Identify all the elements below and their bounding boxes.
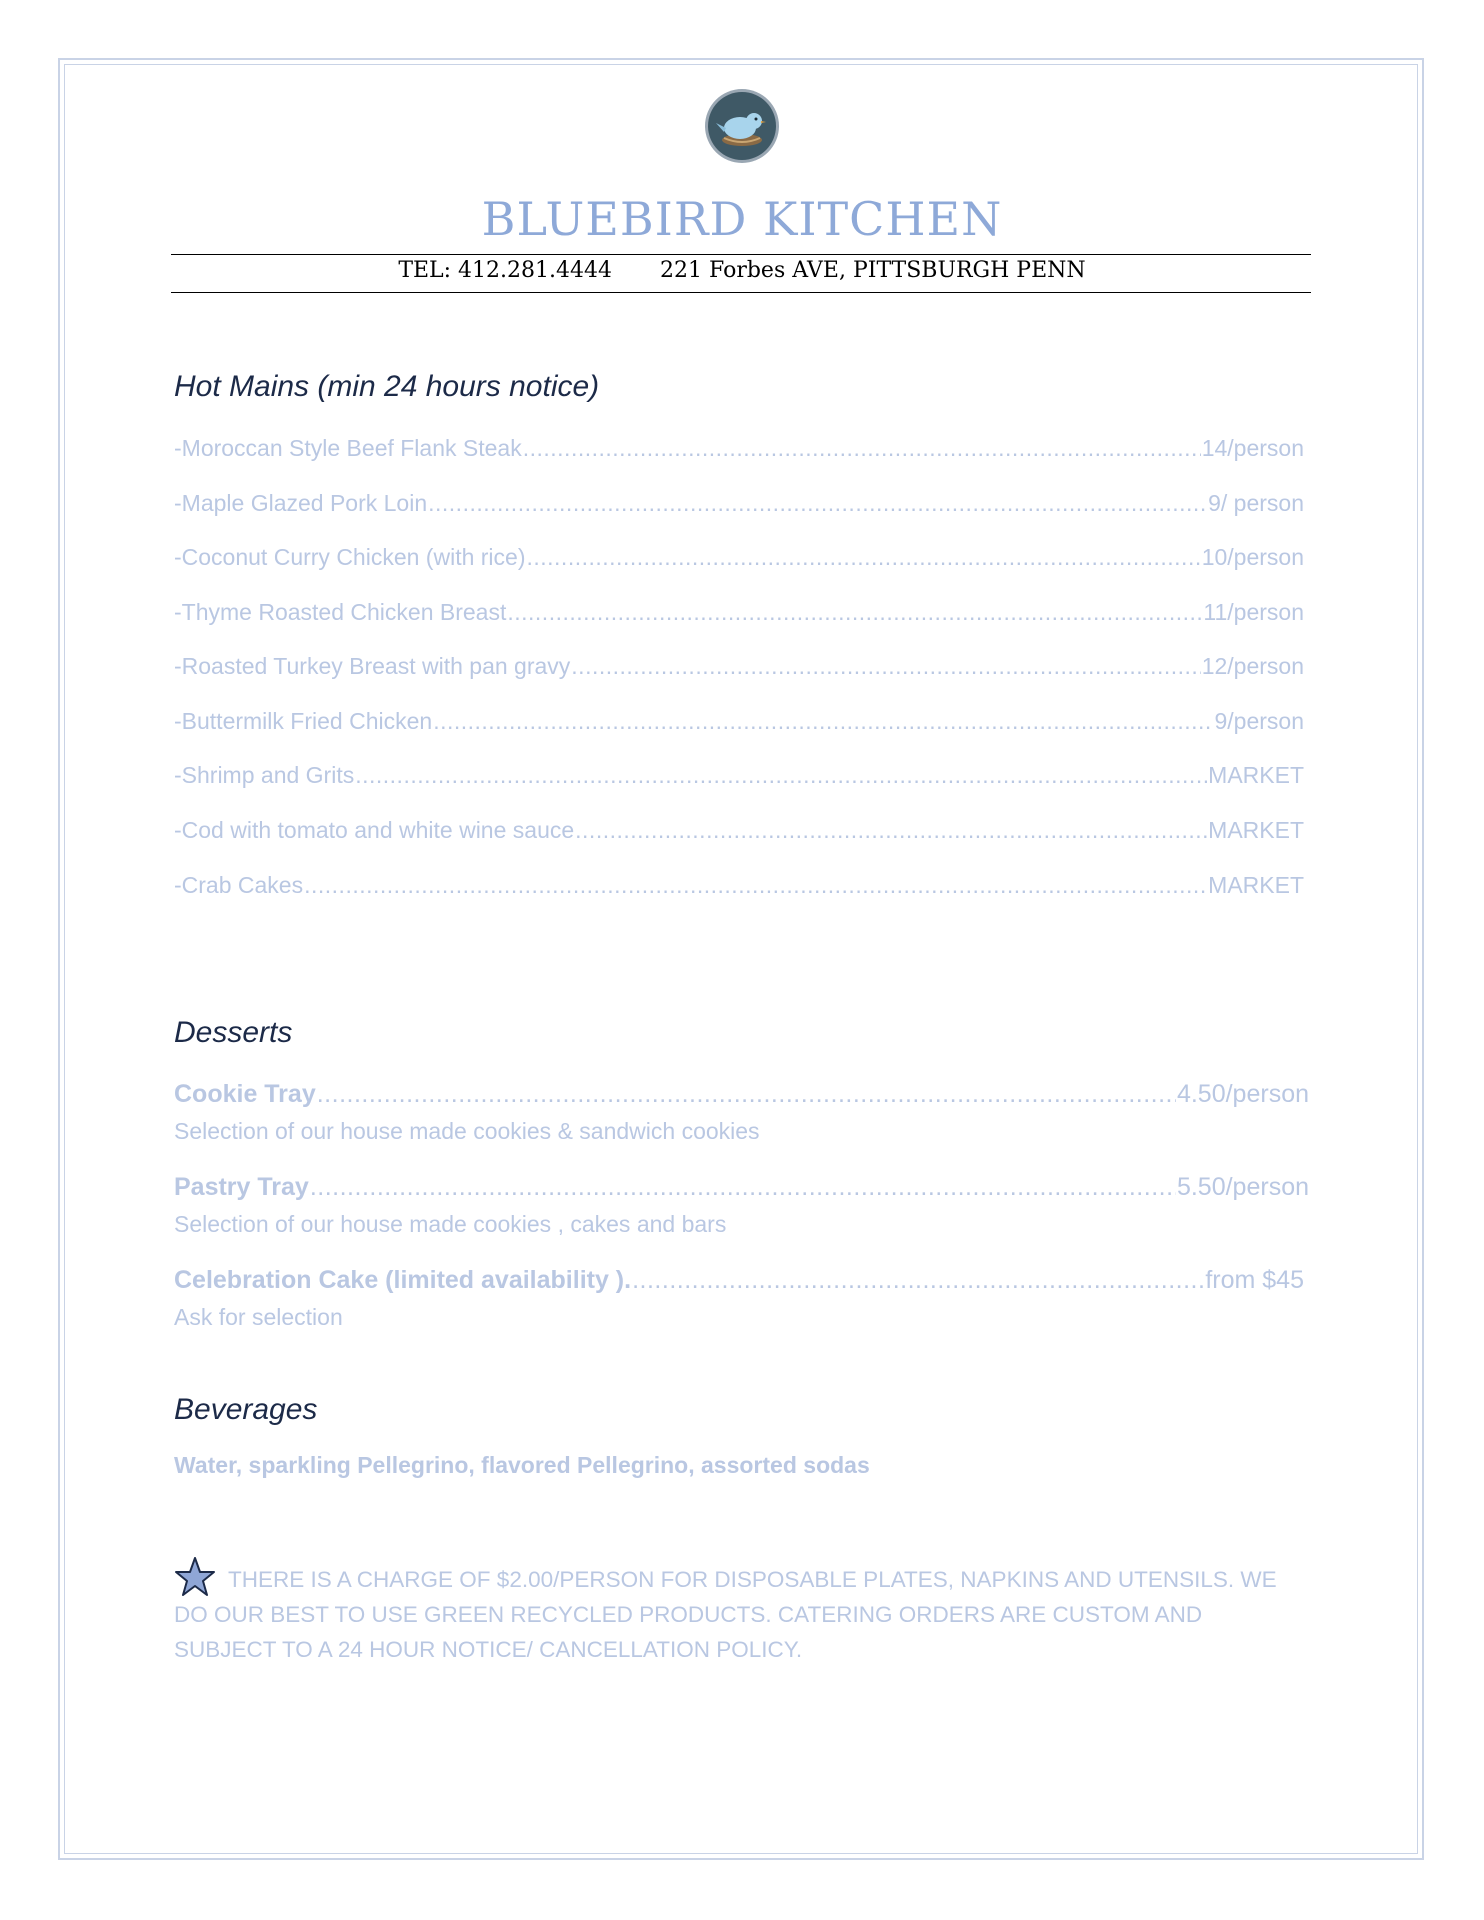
- dessert-price: from $45: [1205, 1266, 1304, 1294]
- menu-item-price: 11/person: [1203, 599, 1304, 625]
- desserts-heading: Desserts: [174, 1016, 293, 1049]
- beverages-list: Water, sparkling Pellegrino, flavored Pellegrino, assorted sodas: [174, 1452, 870, 1478]
- dessert-description: Ask for selection: [174, 1304, 343, 1330]
- restaurant-name: BLUEBIRD KITCHEN: [481, 192, 1003, 246]
- dessert-item: [174, 1266, 1304, 1294]
- dessert-item: [174, 1080, 1309, 1108]
- menu-item-name: -Coconut Curry Chicken (with rice): [174, 544, 526, 570]
- hot-mains-heading: Hot Mains (min 24 hours notice): [174, 370, 600, 403]
- menu-item: [174, 598, 1304, 626]
- contact-line: [0, 258, 1484, 283]
- menu-item-name: -Thyme Roasted Chicken Breast: [174, 599, 507, 625]
- beverages-heading: Beverages: [174, 1393, 318, 1426]
- menu-item-price: 14/person: [1201, 435, 1304, 461]
- disposables-notice: THERE IS A CHARGE OF $2.00/PERSON FOR DISPOSABLE PLATES, NAPKINS AND UTENSILS. WE DO OUR BEST TO USE GREEN RECYCLED PRODUCTS. CATERING ORDERS ARE CUSTOM AND SUBJECT TO A 24 HOUR NOTICE/ CANCELLATION POLICY.: [174, 1567, 1277, 1662]
- menu-item: [174, 543, 1304, 571]
- menu-item: [174, 489, 1304, 517]
- menu-item-name: -Moroccan Style Beef Flank Steak: [174, 435, 522, 461]
- menu-item-name: -Maple Glazed Pork Loin: [174, 490, 428, 516]
- dessert-name: Pastry Tray: [174, 1173, 309, 1201]
- menu-item-price: MARKET: [1208, 817, 1304, 843]
- menu-item-price: 9/person: [1214, 708, 1304, 734]
- phone-number: TEL: 412.281.4444: [398, 258, 613, 283]
- menu-item-price: MARKET: [1208, 762, 1304, 788]
- address: 221 Forbes AVE, PITTSBURGH PENN: [660, 258, 1086, 283]
- dessert-name: Cookie Tray: [174, 1080, 316, 1108]
- dessert-description: Selection of our house made cookies , cakes and bars: [174, 1211, 727, 1237]
- menu-item-name: -Shrimp and Grits: [174, 762, 355, 788]
- menu-item-name: -Crab Cakes: [174, 872, 304, 898]
- menu-item: [174, 871, 1304, 899]
- menu-item: [174, 707, 1304, 735]
- dessert-name: Celebration Cake (limited availability ).: [174, 1266, 632, 1294]
- menu-item-price: 12/person: [1201, 653, 1304, 679]
- menu-item: [174, 652, 1304, 680]
- menu-item-price: 10/person: [1201, 544, 1304, 570]
- bluebird-in-nest-icon: [704, 88, 780, 164]
- menu-item: [174, 761, 1304, 789]
- menu-item-name: -Roasted Turkey Breast with pan gravy: [174, 653, 571, 679]
- menu-item-price: MARKET: [1208, 872, 1304, 898]
- header-rule-top: [171, 254, 1311, 255]
- dessert-price: 5.50/person: [1176, 1173, 1309, 1201]
- menu-item-name: -Cod with tomato and white wine sauce: [174, 817, 575, 843]
- menu-item: [174, 434, 1304, 462]
- menu-item-price: 9/ person: [1208, 490, 1304, 516]
- dessert-item: [174, 1173, 1309, 1201]
- dessert-description: Selection of our house made cookies & sandwich cookies: [174, 1118, 760, 1144]
- menu-item: [174, 816, 1304, 844]
- header-rule-bottom: [171, 292, 1311, 293]
- menu-item-name: -Buttermilk Fried Chicken: [174, 708, 433, 734]
- dessert-price: 4.50/person: [1176, 1080, 1309, 1108]
